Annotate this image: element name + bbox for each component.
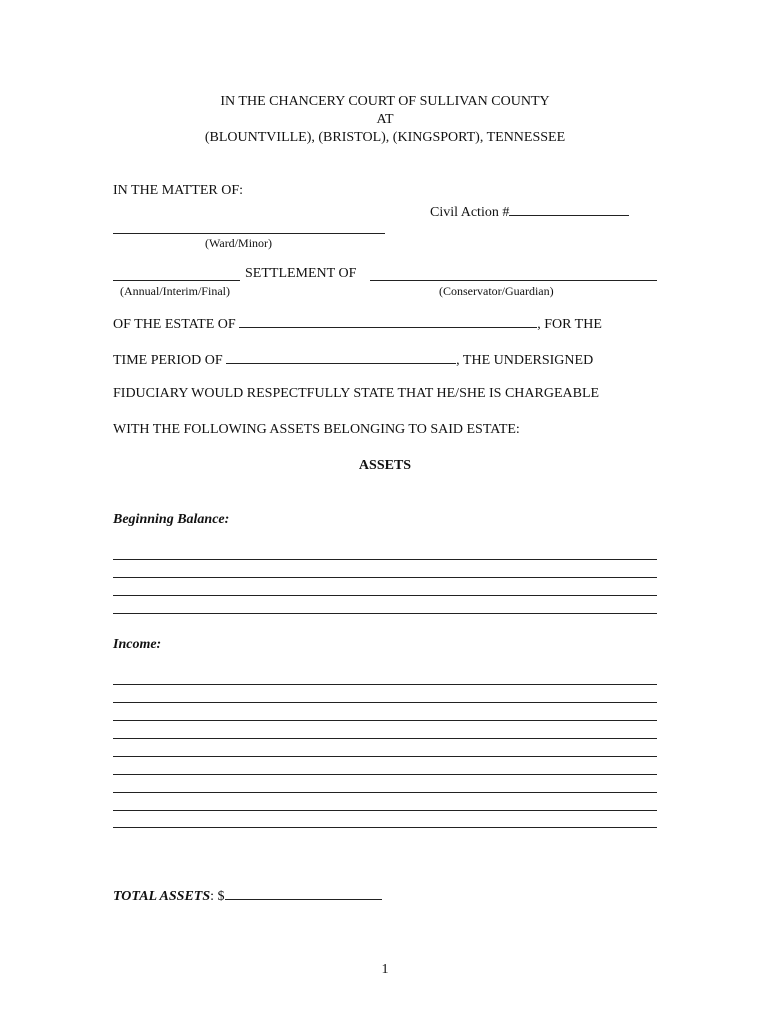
income-line-4[interactable]	[113, 738, 657, 739]
beginning-balance-label: Beginning Balance:	[113, 512, 230, 527]
total-assets-label: TOTAL ASSETS	[113, 889, 211, 904]
page-number: 1	[381, 962, 389, 977]
matter-label: IN THE MATTER OF:	[113, 183, 244, 198]
income-line-1[interactable]	[113, 684, 657, 685]
fiduciary-role-caption: (Conservator/Guardian)	[439, 284, 554, 298]
time-period-field[interactable]	[226, 350, 456, 364]
estate-prefix: OF THE ESTATE OF	[113, 317, 236, 332]
ward-name-field[interactable]	[113, 233, 385, 234]
beginning-balance-line-2[interactable]	[113, 577, 657, 578]
court-title: IN THE CHANCERY COURT OF SULLIVAN COUNTY	[220, 94, 550, 109]
total-assets-field[interactable]	[225, 886, 382, 900]
income-line-3[interactable]	[113, 720, 657, 721]
settlement-type-caption: (Annual/Interim/Final)	[120, 284, 230, 298]
income-line-8[interactable]	[113, 810, 657, 811]
assets-statement: WITH THE FOLLOWING ASSETS BELONGING TO SAID ESTATE:	[113, 422, 520, 437]
beginning-balance-line-3[interactable]	[113, 595, 657, 596]
estate-suffix: , FOR THE	[537, 317, 602, 332]
income-line-9[interactable]	[113, 827, 657, 828]
civil-action-label	[430, 202, 629, 221]
settlement-label: SETTLEMENT OF	[245, 266, 357, 281]
ward-caption: (Ward/Minor)	[205, 236, 273, 250]
total-assets-line	[113, 886, 382, 905]
income-line-5[interactable]	[113, 756, 657, 757]
income-label: Income:	[113, 637, 162, 652]
assets-heading: ASSETS	[358, 458, 412, 473]
period-line	[113, 350, 593, 369]
income-line-7[interactable]	[113, 792, 657, 793]
court-at: AT	[376, 112, 394, 127]
period-suffix: , THE UNDERSIGNED	[456, 353, 594, 368]
settlement-type-field[interactable]	[113, 280, 240, 281]
civil-action-field[interactable]	[509, 202, 629, 216]
period-prefix: TIME PERIOD OF	[113, 353, 223, 368]
court-locations: (BLOUNTVILLE), (BRISTOL), (KINGSPORT), TENNESSEE	[204, 130, 566, 145]
income-line-6[interactable]	[113, 774, 657, 775]
income-line-2[interactable]	[113, 702, 657, 703]
total-assets-colon: : $	[210, 889, 225, 904]
fiduciary-statement: FIDUCIARY WOULD RESPECTFULLY STATE THAT HE/SHE IS CHARGEABLE	[113, 386, 600, 401]
beginning-balance-line-1[interactable]	[113, 559, 657, 560]
beginning-balance-line-4[interactable]	[113, 613, 657, 614]
fiduciary-name-field[interactable]	[370, 280, 657, 281]
civil-action-text: Civil Action #	[430, 205, 510, 220]
estate-line	[113, 314, 602, 333]
estate-name-field[interactable]	[239, 314, 537, 328]
